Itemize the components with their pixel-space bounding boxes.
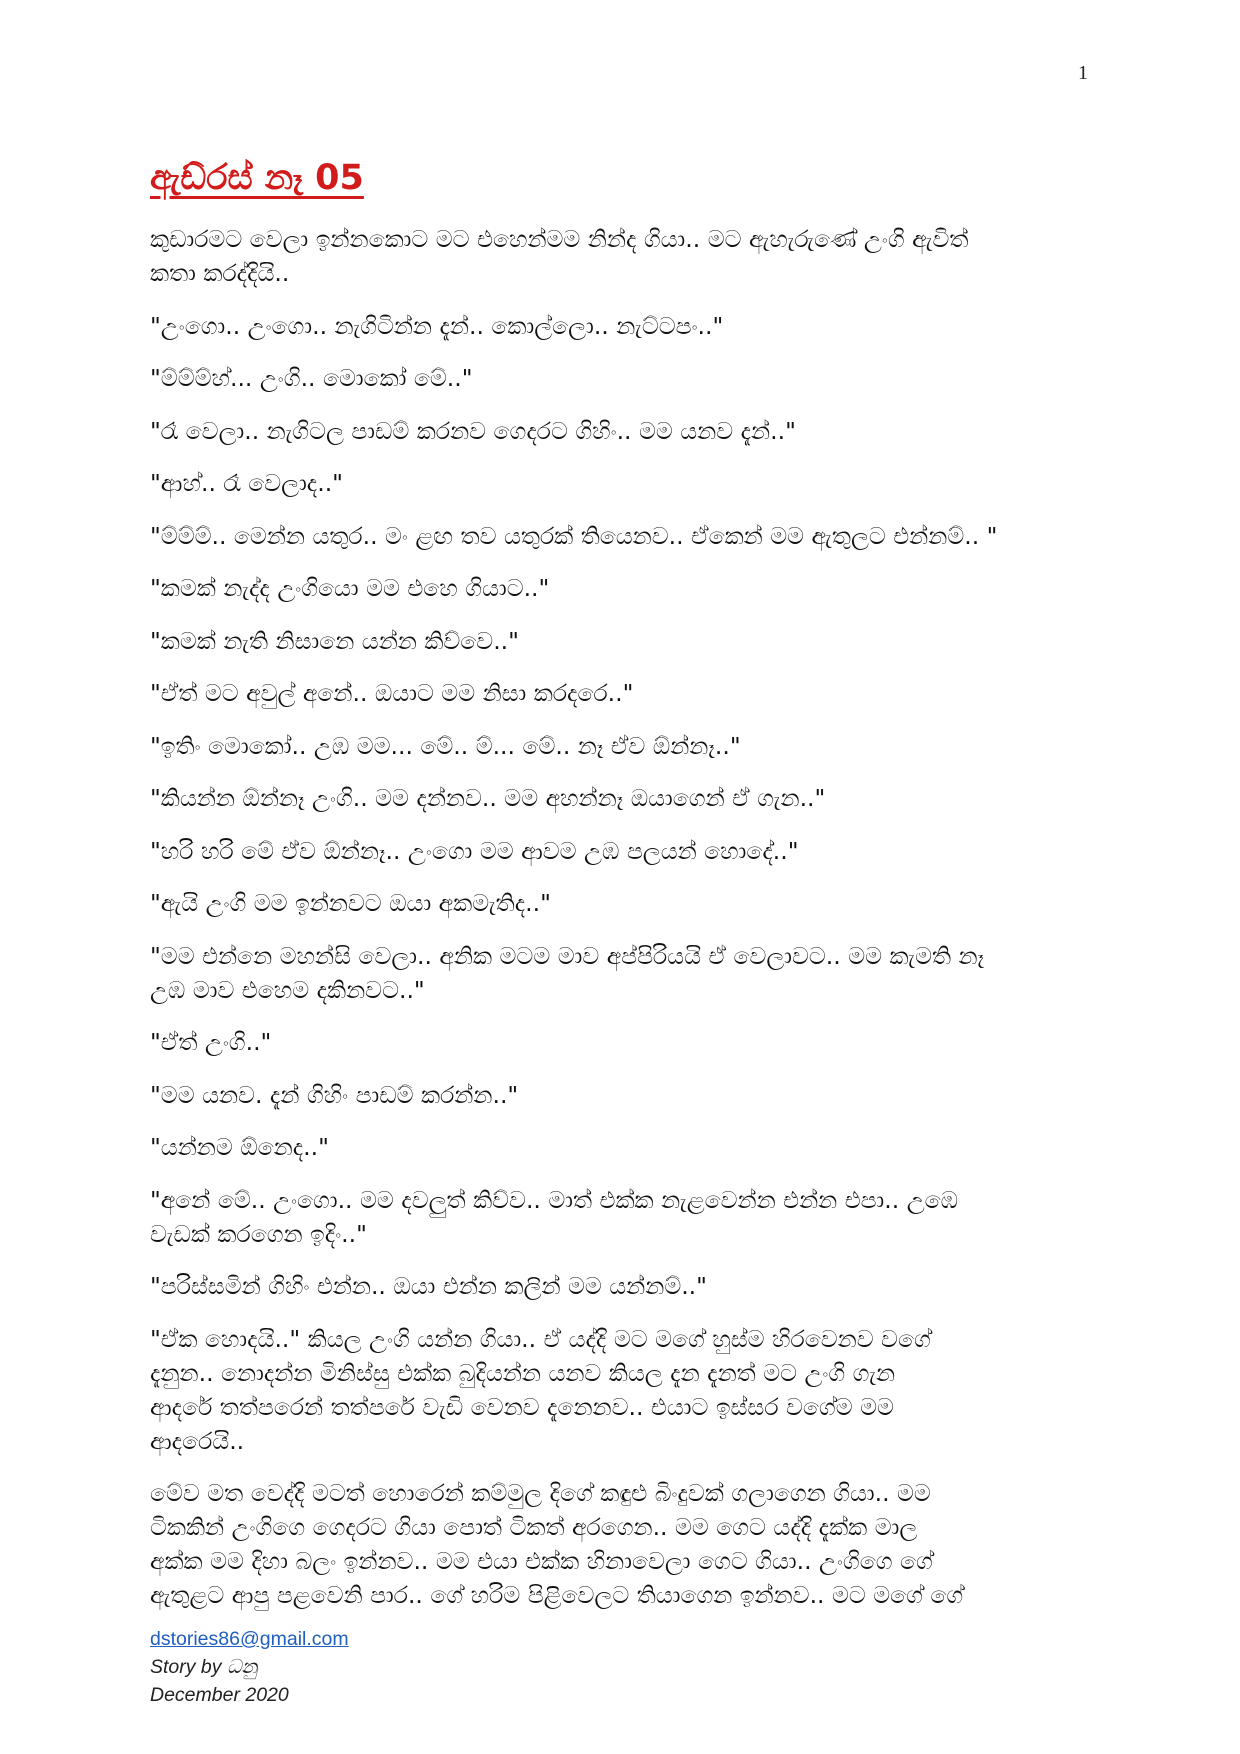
paragraph: "මම එන්නෙ මහන්සි වෙලා.. අනික මටම මාව අප්පිරියයි ඒ වෙලාවට.. මම කැමති නෑ උඹ මාව එහෙම දකිනවට.." [150,941,985,1004]
paragraph: "ආහ්.. රෑ වෙලාද.." [150,469,343,497]
paragraph: "ඒත් උංගි.." [150,1028,272,1056]
paragraph: "කමක් නැද්ද උංගියො මම එහෙ ගියාට.." [150,574,550,602]
paragraph: "උංගො.. උංගො.. නැගිටින්න දැන්.. කොල්ලො.. නැට්ටපං.." [150,311,724,340]
paragraph: "රෑ වෙලා.. නැගිටල පාඩම් කරනව ගෙදරට ගිහිං.. මම යනව දැන්.." [150,416,796,445]
paragraph: "කියන්න ඕන්නෑ උංගි.. මම දන්නව.. මම අහන්නෑ ඔයාගෙන් ඒ ගැන.." [150,784,826,812]
paragraph: "ඇයි උංගි මම ඉන්නවට ඔයා අකමැතිද.." [150,889,551,917]
paragraph: "හරි හරි මේ ඒව ඕන්නෑ.. උංගො මම ආවම උඹ පලයන් හොදේ.." [150,836,799,865]
paragraph: "අනේ මේ.. උංගො.. මම දවලුත් කිව්ව.. මාත් එක්ක නැළවෙන්න එන්න එපා.. උඹෙ වැඩක් කරගෙන ඉදිං.." [150,1185,959,1248]
paragraph: "කමක් නැති නිසානෙ යන්න කිව්වෙ.." [150,626,519,655]
page-footer [150,1625,349,1709]
paragraph: "ම්ම්ම්.. මෙන්න යතුර.. මං ළඟ තව යතුරක් තියෙනව.. ඒකෙන් මම ඇතුලට එන්නම්.. " [150,521,998,550]
paragraph: "පරිස්සමින් ගිහිං එන්න.. ඔයා එන්න කලින් මම යන්නම්.." [150,1272,707,1300]
paragraph: කුඩාරමට වෙලා ඉන්නකොට මට එහෙන්මම නින්ද ගියා.. මට ඇහැරුණේ උංගි ඇවිත් කතා කරද්දියි.. [150,225,969,287]
paragraph: "ඒත් මට අවුල් අනේ.. ඔයාට මම නිසා කරදරෙ.." [150,679,634,707]
email-link[interactable]: dstories86@gmail.com [150,1628,349,1650]
publish-date: December 2020 [150,1684,289,1706]
paragraph: "යන්නම ඕනෙද.." [150,1133,329,1161]
paragraph: "ඒක හොදයි.." කියල උංගි යන්න ගියා.. ඒ යද්දි මට මගේ හුස්ම හිරවෙනව වගේ දැනුන.. නොදන්න මිනිස්සු එක්ක බුදියන්න යනව කියල දැන දැනත් මට උංගි ගැන ආදරේ තත්පරෙන් තත්පරේ වැඩි වෙනව දැනෙනව.. එයාට ඉස්සර වගේම මම ආදරෙයි.. [150,1324,931,1455]
story-body [150,222,1100,1631]
paragraph: මේව මත වෙද්දි මටත් හොරෙන් කම්මුල දිගේ කඳුළු බිංදුවක් ගලාගෙන ගියා.. මම ටිකකින් උංගිගෙ ගෙදරට ගියා පොත් ටිකත් අරගෙන.. මම ගෙට යද්දි දැක්ක මාල අක්ක මම දිහා බලං ඉන්නව.. මම එයා එක්ක හිනාවෙලා ගෙට ගියා.. උංගිගෙ ගේ ඇතුළට ආපු පළවෙනි පාර.. ගේ හරිම පිළිවෙලට තියාගෙන ඉන්නව.. මට මගේ ගේ [150,1479,964,1609]
page-number: 1 [1078,62,1088,84]
author-byline: Story by ධනු [150,1656,258,1678]
paragraph: "මම යනව. දැන් ගිහිං පාඩම් කරන්න.." [150,1080,519,1109]
story-title: ඇඩ්රස් නෑ 05 [150,158,364,198]
paragraph: "ම්ම්ම්හ්... උංගි.. මොකෝ මේ.." [150,364,473,392]
paragraph: "ඉතිං මොකෝ.. උඹ මම... මේ.. ම්... මේ.. නෑ ඒව ඕන්නෑ.." [150,731,741,760]
